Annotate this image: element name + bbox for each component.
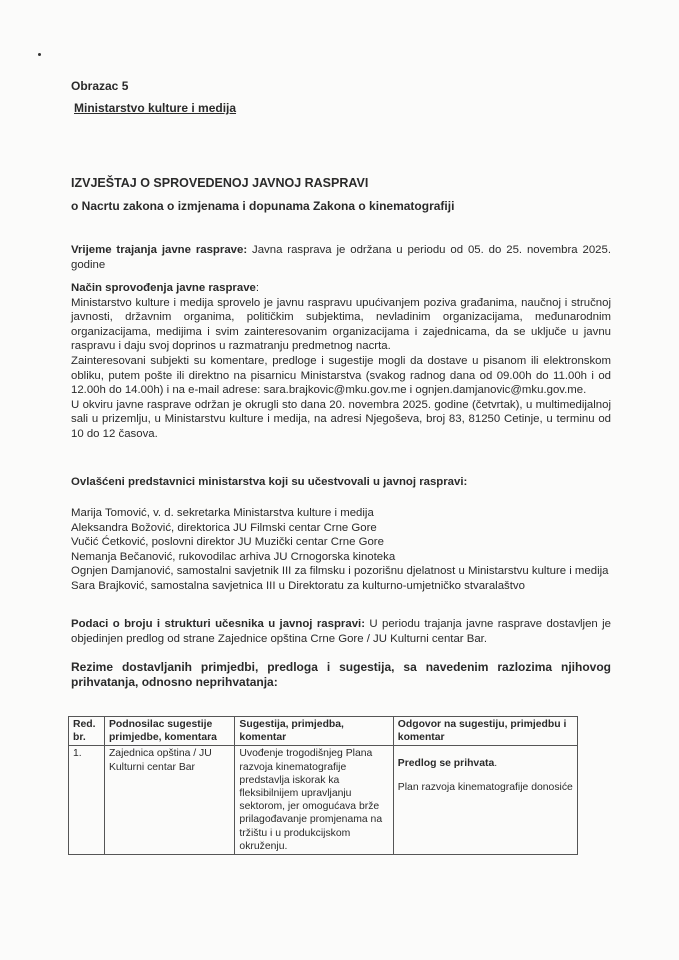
summary-heading (71, 660, 611, 689)
representatives-heading-text: Ovlašćeni predstavnici ministarstva koji su učestvovali u javnoj raspravi: (71, 476, 468, 488)
cell-response (393, 746, 577, 855)
response-text: Plan razvoja kinematografije donosiće (397, 781, 573, 793)
method-paragraph-2: Zainteresovani subjekti su komentare, predloge i sugestije mogli da dostave u pisanom ili elektronskom obliku, putem pošte ili direktno na pisarnicu Ministarstva (svakog radnog dana od 09.00h do 11.00h i od 12.00h do 14.00h) i na e-mail adrese: sara.brajkovic@mku.gov.me i ognjen.damjanovic@mku.gov.me. (71, 354, 611, 397)
participants-label: Podaci o broju i strukturi učesnika u javnoj raspravi: (71, 618, 365, 630)
list-item: Vučić Ćetković, poslovni direktor JU Muzički centar Crne Gore (71, 536, 384, 549)
summary-table (68, 716, 578, 855)
list-item: Ognjen Damjanović, samostalni savjetnik III za filmsku i pozorišnu djelatnost u Ministarstvu kulture i medija (71, 565, 609, 578)
cell-submitter: Zajednica opština / JU Kulturni centar Bar (104, 746, 234, 855)
representatives-list (71, 506, 611, 594)
header-number: Red. br. (69, 717, 105, 746)
summary-heading-text: Rezime dostavljanih primjedbi, predloga i sugestija, sa navedenim razlozima njihovog prihvatanja, odnosno neprihvatanja: (71, 660, 611, 689)
method-label: Način sprovođenja javne rasprave (71, 282, 256, 294)
table-header-row (69, 717, 578, 746)
cell-suggestion: Uvođenje trogodišnjeg Plana razvoja kinematografije predstavlja iskorak ka fleksibilnijem upravljanju sektorom, jer omogućava brže prilagođavanje promjenama na tržištu i u produkcijskom okruženju. (235, 746, 393, 855)
list-item: Marija Tomović, v. d. sekretarka Ministarstva kulture i medija (71, 507, 374, 519)
duration-label: Vrijeme trajanja javne rasprave: (71, 244, 248, 256)
table-row (69, 746, 578, 855)
method-label-suffix: : (255, 282, 260, 294)
participants-section (71, 617, 611, 646)
participants-text: U periodu trajanja javne rasprave dostavljen je objedinjen predlog od strane Zajednice opština Crne Gore / JU Kulturni centar Bar. (71, 618, 611, 645)
header-response: Odgovor na sugestiju, primjedbu i komentar (393, 717, 577, 746)
list-item: Nemanja Bečanović, rukovodilac arhiva JU Crnogorska kinoteka (71, 550, 396, 563)
representatives-heading (71, 475, 611, 490)
response-verdict: Predlog se prihvata (397, 758, 495, 770)
method-paragraph-3: U okviru javne rasprave održan je okrugli sto dana 20. novembra 2025. godine (četvrtak), u multimedijalnoj sali u prizemlju, u Ministarstvu kulture i medija, na adresi Njegoševa, broj 83, 81250 Cetinje, u terminu od 10 do 12 časova. (71, 398, 611, 440)
scan-speck (38, 53, 41, 56)
list-item: Aleksandra Božović, direktorica JU Filmski centar Crne Gore (71, 521, 377, 534)
ministry-name: Ministarstvo kulture i medija (74, 101, 237, 115)
duration-section (71, 243, 611, 272)
method-section (71, 281, 611, 442)
response-verdict-suffix: . (494, 758, 498, 770)
duration-text: Javna rasprava je održana u periodu od 05. do 25. novembra 2025. godine (71, 244, 611, 271)
cell-number: 1. (69, 746, 105, 855)
method-paragraph-1: Ministarstvo kulture i medija sprovelo je javnu raspravu upućivanjem poziva građanima, naučnoj i stručnoj javnosti, državnim organima, političkim subjektima, nevladinim organizacijama, međunarodnim organizacijama, medijima i svim zainteresovanim organizacijama i zajednicama, da se uključe u javnu raspravu i daju svoj doprinos u razmatranju predmetnog nacrta. (71, 296, 611, 353)
document-title: IZVJEŠTAJ O SPROVEDENOJ JAVNOJ RASPRAVI (71, 176, 369, 190)
header-submitter: Podnosilac sugestije primjedbe, komentara (104, 717, 234, 746)
list-item: Sara Brajković, samostalna savjetnica III u Direktoratu za kulturno-umjetničko stvaralaštvo (71, 579, 525, 592)
header-suggestion: Sugestija, primjedba, komentar (235, 717, 393, 746)
document-subtitle: o Nacrtu zakona o izmjenama i dopunama Zakona o kinematografiji (71, 199, 455, 213)
form-number: Obrazac 5 (71, 79, 129, 93)
